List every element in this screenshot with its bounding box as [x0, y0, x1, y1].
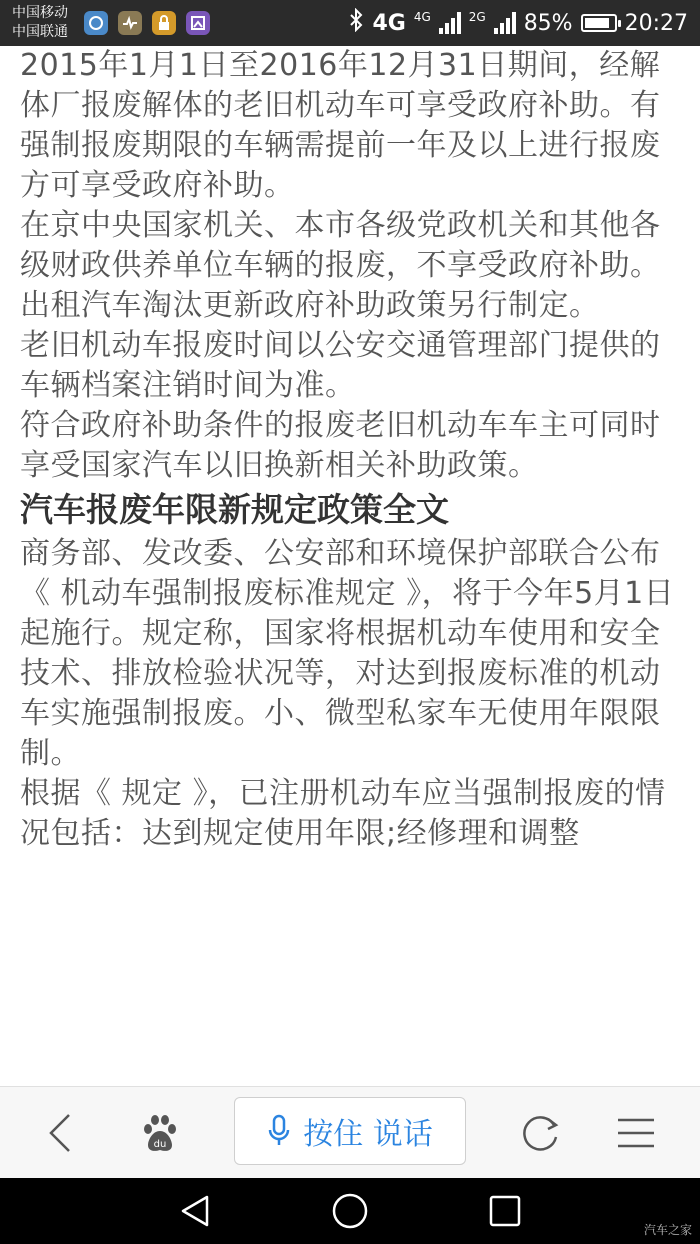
network-type-1: 4G	[372, 10, 406, 36]
menu-button[interactable]	[596, 1087, 676, 1179]
notification-app-icon	[84, 11, 108, 35]
status-icons	[348, 0, 688, 46]
back-triangle-icon	[177, 1193, 213, 1229]
baidu-home-button[interactable]	[120, 1087, 200, 1179]
carrier-names	[12, 4, 68, 42]
article-paragraph-4: 符合政府补助条件的报废老旧机动车车主可同时享受国家汽车以旧换新相关补助政策。	[20, 408, 661, 483]
signal-icon-2	[494, 12, 516, 34]
clock: 20:27	[624, 10, 688, 36]
nav-back-button[interactable]	[155, 1178, 235, 1244]
notification-gallery-icon	[186, 11, 210, 35]
voice-search-label: 按住 说话	[303, 1117, 433, 1152]
article-content	[20, 46, 690, 1086]
battery-icon	[581, 14, 617, 32]
refresh-icon	[518, 1111, 562, 1155]
baidu-paw-icon	[138, 1111, 182, 1155]
carrier-1: 中国移动	[12, 5, 68, 21]
refresh-button[interactable]	[500, 1087, 580, 1179]
network-type-3: 2G	[468, 10, 486, 24]
nav-home-button[interactable]	[310, 1178, 390, 1244]
back-button[interactable]	[20, 1087, 100, 1179]
microphone-icon	[267, 1114, 291, 1148]
watermark: 汽车之家	[643, 1223, 692, 1237]
article-heading: 汽车报废年限新规定政策全文	[20, 490, 449, 529]
battery-percent: 85%	[523, 10, 573, 36]
nav-recents-button[interactable]	[465, 1178, 545, 1244]
bluetooth-icon	[348, 8, 364, 38]
network-type-2: 4G	[413, 10, 431, 24]
article-paragraph-1: 2015年1月1日至2016年12月31日期间，经解体厂报废解体的老旧机动车可享受政府补助。有强制报废期限的车辆需提前一年及以上进行报废方可享受政府补助。	[20, 48, 661, 203]
notification-lock-icon	[152, 11, 176, 35]
home-circle-icon	[331, 1192, 369, 1230]
carrier-2: 中国联通	[12, 24, 68, 40]
recents-square-icon	[488, 1194, 522, 1228]
article-paragraph-5: 商务部、发改委、公安部和环境保护部联合公布《 机动车强制报废标准规定 》，将于今年5月1日起施行。规定称，国家将根据机动车使用和安全技术、排放检验状况等，对达到报废标准的机动车实施强制报废。小、微型私家车无使用年限限制。	[20, 536, 675, 771]
article-paragraph-6: 根据《 规定 》，已注册机动车应当强制报废的情况包括：达到规定使用年限;经修理和调整	[20, 776, 666, 851]
voice-search-button[interactable]	[234, 1097, 466, 1165]
browser-toolbar	[0, 1086, 700, 1179]
status-bar	[0, 0, 700, 46]
system-navigation-bar	[0, 1178, 700, 1244]
article-paragraph-3: 老旧机动车报废时间以公安交通管理部门提供的车辆档案注销时间为准。	[20, 328, 661, 403]
notification-health-icon	[118, 11, 142, 35]
article-paragraph-2: 在京中央国家机关、本市各级党政机关和其他各级财政供养单位车辆的报废，不享受政府补助。出租汽车淘汰更新政府补助政策另行制定。	[20, 208, 661, 323]
chevron-left-icon	[45, 1111, 75, 1155]
svg-text:du: du	[153, 1139, 167, 1150]
signal-icon-1	[439, 12, 461, 34]
hamburger-menu-icon	[616, 1115, 656, 1151]
